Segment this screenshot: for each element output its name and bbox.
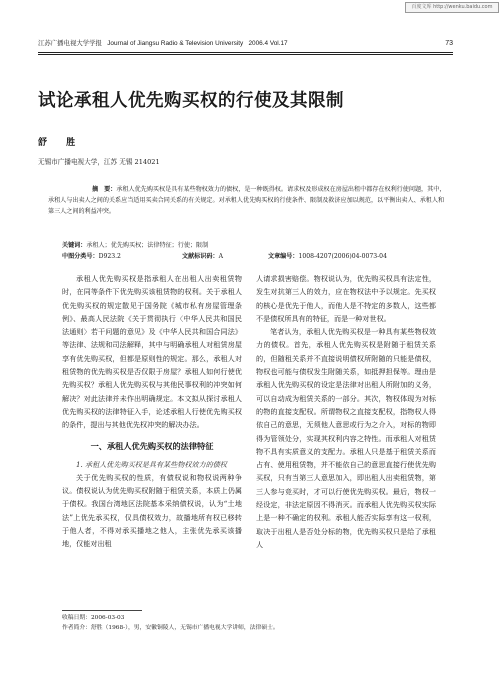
abstract [48, 184, 448, 218]
author-name: 舒 胜 [38, 138, 84, 148]
classification-line [62, 251, 448, 260]
clc-label: 中图分类号： [62, 253, 99, 260]
subsection-heading: 1. 承租人优先购买权是具有某些物权效力的债权 [76, 459, 227, 469]
article-no: 1008-4207(2006)04-0073-04 [298, 253, 387, 260]
body-paragraph: 笔者认为，承租人优先购买权是一种具有某些物权效力的债权。首先，承租人优先购买权是附随于租赁关系的，但随租关系并不直接说明债权所附随的只能是债权，物权也可能与债权发生附随关系，如抵押担保等。理由是承租人优先购买权的设定是法律对出租人所附加的义务，可以自动成为租赁关系的一部分。其次，物权体现为对标的物的直接支配权。所谓物权之直接支配权，指物权人得依自己的意思，无须他人意思或行为之介入，对标的物即得为管领处分，实现其权利内容之特性。而承租人对租赁物不具有实质意义的支配力。承租人只是基于租赁关系而占有、使用租赁物，并不能依自己的意思直接行使优先购买权，只有当第三人意思加入，即出租人出卖租赁物，第三人参与竞买时，才可以行使优先购买权。最后，物权一经设定，非法定原因不得消灭。而承租人优先购买权实际上是一种不确定的权利。承租人能否实际享有这一权利，取决于出租人是否处分标的物，优先购买权只是给了承租人 [256, 327, 436, 549]
author-bio: 作者简介：舒胜（1968-），男，安徽铜陵人，无锡市广播电视大学讲师，法律硕士。 [62, 625, 279, 631]
body-paragraph: 承租人优先购买权是指承租人在出租人出卖租赁物时，在同等条件下优先购买该租赁物的权利。关于承租人优先购买权的规定散见于国务院《城市私有房屋管理条例》、最高人民法院《关于贯彻执行〈中华人民共和国民法通则〉若干问题的意见》及《中华人民共和国合同法》等法律、法规和司法解释，其中与明确承租人对租赁房屋享有优先购买权，但都是原则性的规定。那么，承租人对租赁物的优先购买权是否仅限于房屋？承租人如何行使优先购买权？承租人优先购买权与其他民事权利的冲突如何解决？对此法律并未作出明确规定。本文拟从探讨承租人优先购买权的法律特征入手，论述承租人行使优先购买权的条件，提出与其他优先权冲突的解决办法。 [62, 274, 242, 430]
footnote [62, 613, 279, 633]
clc-value: D923.2 [98, 253, 121, 260]
abstract-label: 摘 要： [92, 186, 117, 193]
abstract-text: 承租人优先购买权是具有某些物权效力的债权，是一种既得权。请求权及形成权在房屋出租中都存在权利行使问题，其中，承租人与出卖人之间的关系应当适用买卖合同关系的有关规定。对承租人优先购买权的行使条件、限制及救济应加以规范，以平衡出卖人、承租人和第三人之间的利益冲突。 [48, 186, 446, 216]
doc-code-label: 文献标识码： [182, 253, 219, 260]
body-column-left [62, 272, 242, 551]
watermark-stamp: 百度文库 http://wenku.baidu.com [405, 2, 499, 13]
running-header [38, 38, 453, 50]
author-affiliation: 无锡市广播电视大学，江苏 无锡 214021 [38, 158, 160, 166]
received-date: 收稿日期：2006-03-03 [62, 615, 125, 621]
page-number: 73 [445, 40, 453, 47]
body-paragraph: 人请求损害赔偿。物权说认为，优先购买权具有法定性，发生对抗第三人的效力，应在物权法中予以规定。先买权的核心是优先于他人，而他人是不特定的多数人，这些都不是债权所具有的特征，而是一种对世权。 [256, 274, 436, 323]
keywords-text: 承租人；优先购买权；法律特征；行使；限制 [86, 242, 209, 249]
journal-name-en: Journal of Jiangsu Radio & Television University [107, 40, 244, 47]
paper-title: 试论承租人优先购买权的行使及其限制 [38, 91, 344, 111]
header-rule-thin [38, 54, 453, 55]
header-rule-thick [38, 52, 453, 53]
journal-name-cn: 江苏广播电视大学学报 [38, 40, 102, 47]
footnote-rule [62, 610, 142, 611]
body-paragraph: 关于优先购买权的性质，有债权说和物权说两种争议。债权说认为优先购买权附随于租赁关系，本质上仍属于债权。我国台湾地区法院基本采纳债权说，认为“土地法”上优先承买权，仅具债权效力，故播地所有权已移转于他人者，不得对承买播地之他人，主张优先承买该播地，仅能对出租 [62, 472, 242, 549]
keywords-label: 关键词： [62, 242, 87, 249]
keywords [62, 240, 208, 249]
journal-issue: 2006.4 Vol.17 [248, 40, 288, 47]
article-no-label: 文章编号： [268, 253, 299, 260]
section-heading: 一、承租人优先购买权的法律特征 [90, 440, 214, 451]
doc-code: A [218, 253, 223, 260]
body-column-right [256, 272, 436, 551]
